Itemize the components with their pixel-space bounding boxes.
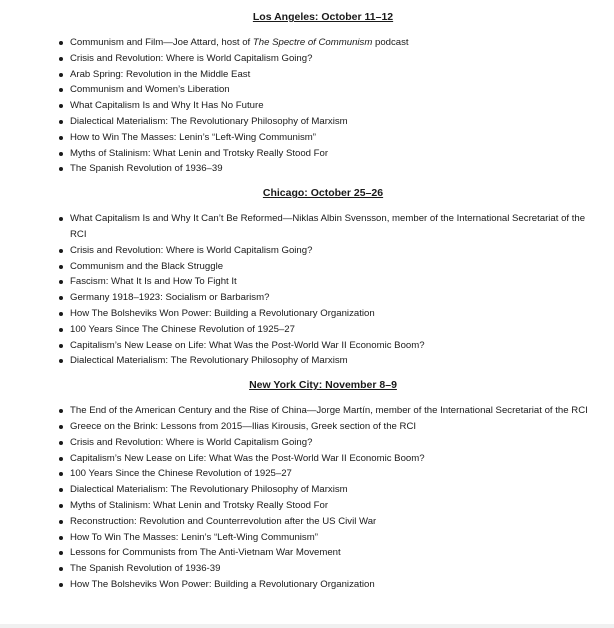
talk-title: Communism and Film—Joe Attard, host of bbox=[70, 37, 253, 48]
talk-title: Crisis and Revolution: Where is World Capitalism Going? bbox=[70, 244, 313, 256]
talk-title: Lessons for Communists from The Anti-Vietnam War Movement bbox=[70, 547, 341, 559]
talk-title: How The Bolsheviks Won Power: Building a Revolutionary Organization bbox=[70, 578, 375, 590]
list-item bbox=[70, 114, 592, 130]
podcast-title: The Spectre of Communism bbox=[252, 37, 373, 48]
list-item bbox=[70, 353, 592, 369]
talk-title: Reconstruction: Revolution and Counterrevolution after the US Civil War bbox=[70, 515, 377, 527]
list-item bbox=[70, 322, 592, 338]
talk-title: Dialectical Materialism: The Revolutionary Philosophy of Marxism bbox=[70, 355, 348, 367]
talk-title: The Spanish Revolution of 1936–39 bbox=[70, 163, 223, 175]
talk-title: Myths of Stalinism: What Lenin and Trotsky Really Stood For bbox=[70, 147, 329, 159]
talk-title: Crisis and Revolution: Where is World Capitalism Going? bbox=[70, 436, 313, 448]
list-item bbox=[70, 530, 592, 546]
talk-title: Dialectical Materialism: The Revolutionary Philosophy of Marxism bbox=[70, 115, 348, 127]
list-item bbox=[70, 514, 592, 530]
talk-title: The Spanish Revolution of 1936-39 bbox=[70, 563, 221, 575]
list-item bbox=[70, 51, 592, 67]
talk-title: What Capitalism Is and Why It Can’t Be Reformed—Niklas Albin Svensson, member of the International Secretariat of the RCI bbox=[70, 213, 586, 240]
talk-title: Germany 1918–1923: Socialism or Barbarism? bbox=[70, 292, 270, 304]
talk-title: Dialectical Materialism: The Revolutionary Philosophy of Marxism bbox=[70, 484, 348, 496]
list-item bbox=[70, 545, 592, 561]
talk-title: Crisis and Revolution: Where is World Capitalism Going? bbox=[70, 52, 313, 64]
talk-title: Greece on the Brink: Lessons from 2015—Ilias Kirousis, Greek section of the RCI bbox=[70, 420, 417, 432]
talk-title: 100 Years Since the Chinese Revolution of 1925–27 bbox=[70, 468, 292, 480]
list-item bbox=[70, 82, 592, 98]
talk-title-suffix: podcast bbox=[372, 37, 409, 48]
talk-title: Arab Spring: Revolution in the Middle East bbox=[70, 68, 251, 80]
section-heading-chicago: Chicago: October 25–26 bbox=[262, 187, 384, 200]
list-item bbox=[70, 35, 592, 51]
talk-title: What Capitalism Is and Why It Has No Future bbox=[70, 100, 264, 112]
talk-title: 100 Years Since The Chinese Revolution of 1925–27 bbox=[70, 323, 295, 335]
list-item bbox=[70, 98, 592, 114]
talk-title: Capitalism’s New Lease on Life: What Was the Post-World War II Economic Boom? bbox=[70, 339, 425, 351]
list-item bbox=[70, 67, 592, 83]
talk-list-los-angeles bbox=[42, 35, 592, 177]
list-item bbox=[70, 435, 592, 451]
list-item bbox=[70, 146, 592, 162]
list-item bbox=[70, 274, 592, 290]
list-item bbox=[70, 482, 592, 498]
talk-title: How The Bolsheviks Won Power: Building a Revolutionary Organization bbox=[70, 307, 375, 319]
list-item bbox=[70, 161, 592, 177]
list-item bbox=[70, 577, 592, 593]
list-item bbox=[70, 451, 592, 467]
list-item bbox=[70, 211, 592, 243]
list-item bbox=[70, 243, 592, 259]
list-item bbox=[70, 419, 592, 435]
talk-title: Communism and Women’s Liberation bbox=[70, 84, 230, 96]
list-item bbox=[70, 306, 592, 322]
talk-title: Myths of Stalinism: What Lenin and Trotsky Really Stood For bbox=[70, 499, 329, 511]
talk-title: How to Win The Masses: Lenin’s “Left-Wing Communism” bbox=[70, 131, 316, 143]
talk-list-new-york-city bbox=[42, 403, 592, 593]
list-item bbox=[70, 290, 592, 306]
section-heading-los-angeles: Los Angeles: October 11–12 bbox=[252, 11, 394, 23]
list-item bbox=[70, 561, 592, 577]
talk-title: Communism and the Black Struggle bbox=[70, 260, 224, 272]
talk-title: Capitalism’s New Lease on Life: What Was the Post-World War II Economic Boom? bbox=[70, 452, 425, 464]
list-item bbox=[70, 403, 592, 419]
bottom-divider bbox=[0, 624, 614, 628]
talk-title: The End of the American Century and the Rise of China—Jorge Martín, member of the International Secretariat of the RCI bbox=[70, 405, 588, 417]
section-heading-new-york-city: New York City: November 8–9 bbox=[249, 379, 397, 392]
list-item bbox=[70, 130, 592, 146]
list-item bbox=[70, 259, 592, 275]
list-item bbox=[70, 466, 592, 482]
talk-list-chicago bbox=[42, 211, 592, 369]
list-item bbox=[70, 498, 592, 514]
talk-title: How To Win The Masses: Lenin’s “Left-Wing Communism” bbox=[70, 531, 318, 543]
talk-title: Fascism: What It Is and How To Fight It bbox=[70, 276, 237, 288]
list-item bbox=[70, 338, 592, 354]
